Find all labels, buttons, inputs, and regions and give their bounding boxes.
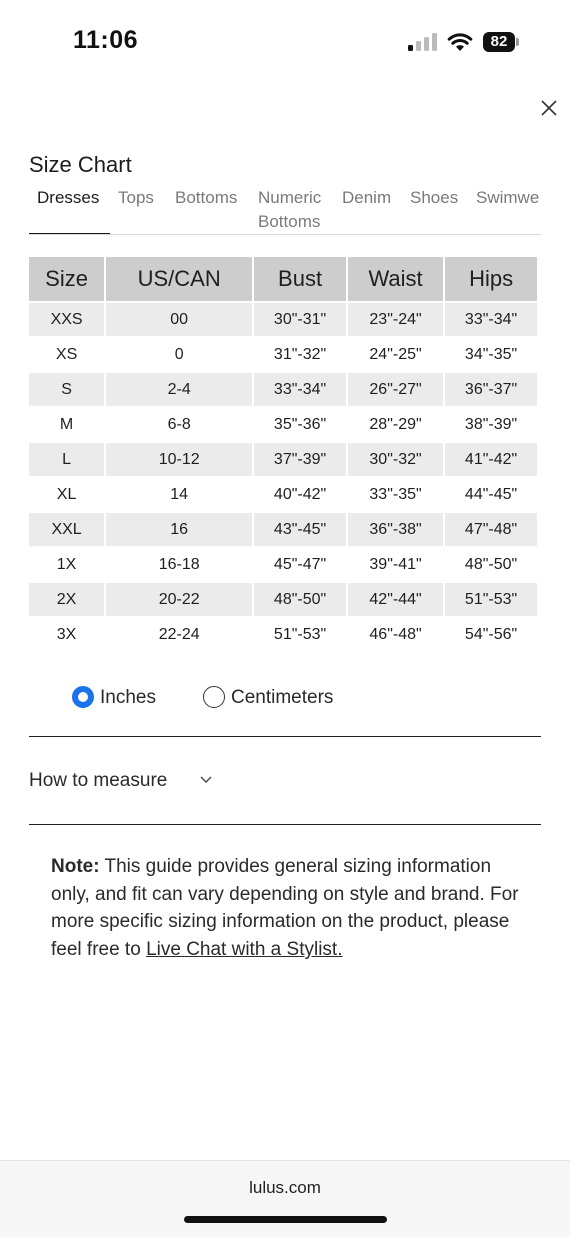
column-header-hips: Hips [445,257,537,301]
wifi-icon [447,31,473,52]
browser-bottom-bar [0,1160,570,1237]
table-cell: 3X [56,625,77,643]
table-cell: 36"-37" [445,373,537,406]
table-cell: 26"-27" [348,373,443,406]
column-header-size: Size [29,257,104,301]
column-header-us-can: US/CAN [106,257,252,301]
table-cell: L [29,443,104,476]
table-cell: 45"-47" [273,555,327,573]
table-cell: 24"-25" [369,345,422,363]
table-cell: 00 [106,303,252,336]
chevron-down-icon [199,775,213,785]
table-cell: 28"-29" [369,415,422,433]
table-row [29,618,537,651]
status-time: 11:06 [73,26,139,54]
table-cell: 42"-44" [348,583,443,616]
table-cell: 47"-48" [445,513,537,546]
table-row [29,548,537,581]
table-row [29,513,537,546]
table-cell: XXL [29,513,104,546]
table-cell: XXS [29,303,104,336]
table-row [29,443,537,476]
table-cell: 16-18 [158,555,200,573]
table-cell: 39"-41" [369,555,422,573]
table-row [29,303,537,336]
url-display[interactable]: lulus.com [249,1178,321,1197]
table-cell: 2-4 [106,373,252,406]
status-bar [0,0,570,84]
table-cell: 16 [106,513,252,546]
table-row [29,408,537,441]
battery-icon [483,32,519,52]
table-cell: 40"-42" [273,485,327,503]
table-cell: 36"-38" [348,513,443,546]
tab-swimwear[interactable]: Swimwe [476,188,540,207]
table-cell: 35"-36" [273,415,327,433]
table-cell: 0 [174,345,184,363]
divider [29,736,541,737]
tab-denim[interactable]: Denim [342,188,392,207]
table-cell: S [29,373,104,406]
table-cell: M [59,415,74,433]
note-text: This guide provides general sizing information only, and fit can vary depending on style and brand. For more specific sizing information on the product, please feel free to [51,856,519,961]
battery-level: 82 [483,32,515,52]
table-row [29,478,537,511]
tab-tops[interactable]: Tops [118,188,154,207]
table-cell: 38"-39" [464,415,518,433]
table-cell: 33"-34" [445,303,537,336]
how-to-measure-label: How to measure [29,770,168,791]
table-cell: 34"-35" [464,345,518,363]
sizing-note [51,853,531,964]
table-header-row [29,257,537,301]
table-cell: 1X [56,555,77,573]
table-cell: 22-24 [158,625,200,643]
tab-numeric-bottoms[interactable]: Numeric Bottoms [258,188,322,231]
table-cell: 43"-45" [254,513,346,546]
column-header-waist: Waist [348,257,443,301]
table-cell: XL [56,485,77,503]
table-row [29,583,537,616]
table-cell: 14 [170,485,189,503]
table-cell: 33"-34" [254,373,346,406]
close-icon[interactable] [536,95,562,121]
table-cell: 37"-39" [254,443,346,476]
tab-bottoms[interactable]: Bottoms [175,188,238,207]
column-header-bust: Bust [254,257,346,301]
table-cell: 30"-32" [348,443,443,476]
table-cell: 2X [29,583,104,616]
table-cell: 41"-42" [445,443,537,476]
radio-unselected-indicator[interactable] [203,686,225,708]
table-cell: 46"-48" [369,625,422,643]
table-cell: 10-12 [106,443,252,476]
table-cell: 51"-53" [445,583,537,616]
live-chat-link[interactable]: Live Chat with a Stylist. [146,939,343,961]
category-tabs [29,186,541,235]
table-cell: 6-8 [167,415,191,433]
table-row [29,373,537,406]
table-cell: 54"-56" [464,625,518,643]
signal-icon [408,33,438,51]
how-to-measure-toggle[interactable] [29,768,229,796]
active-tab-indicator [29,233,110,235]
table-cell: 20-22 [106,583,252,616]
tab-shoes[interactable]: Shoes [410,188,459,207]
table-cell: 44"-45" [464,485,518,503]
divider [29,824,541,825]
table-cell: 23"-24" [348,303,443,336]
radio-inches-label: Inches [100,687,156,708]
table-cell: 51"-53" [273,625,327,643]
radio-centimeters-label: Centimeters [231,687,334,708]
note-label: Note: [51,856,100,877]
table-cell: 31"-32" [273,345,327,363]
table-row [29,338,537,371]
page-title: Size Chart [29,152,132,177]
tab-dresses[interactable]: Dresses [37,188,100,207]
table-cell: 48"-50" [464,555,518,573]
radio-selected-indicator[interactable] [72,686,94,708]
table-cell: XS [55,345,78,363]
table-cell: 33"-35" [369,485,422,503]
home-indicator[interactable] [184,1216,387,1223]
table-cell: 30"-31" [254,303,346,336]
table-cell: 48"-50" [254,583,346,616]
size-table [27,255,539,653]
